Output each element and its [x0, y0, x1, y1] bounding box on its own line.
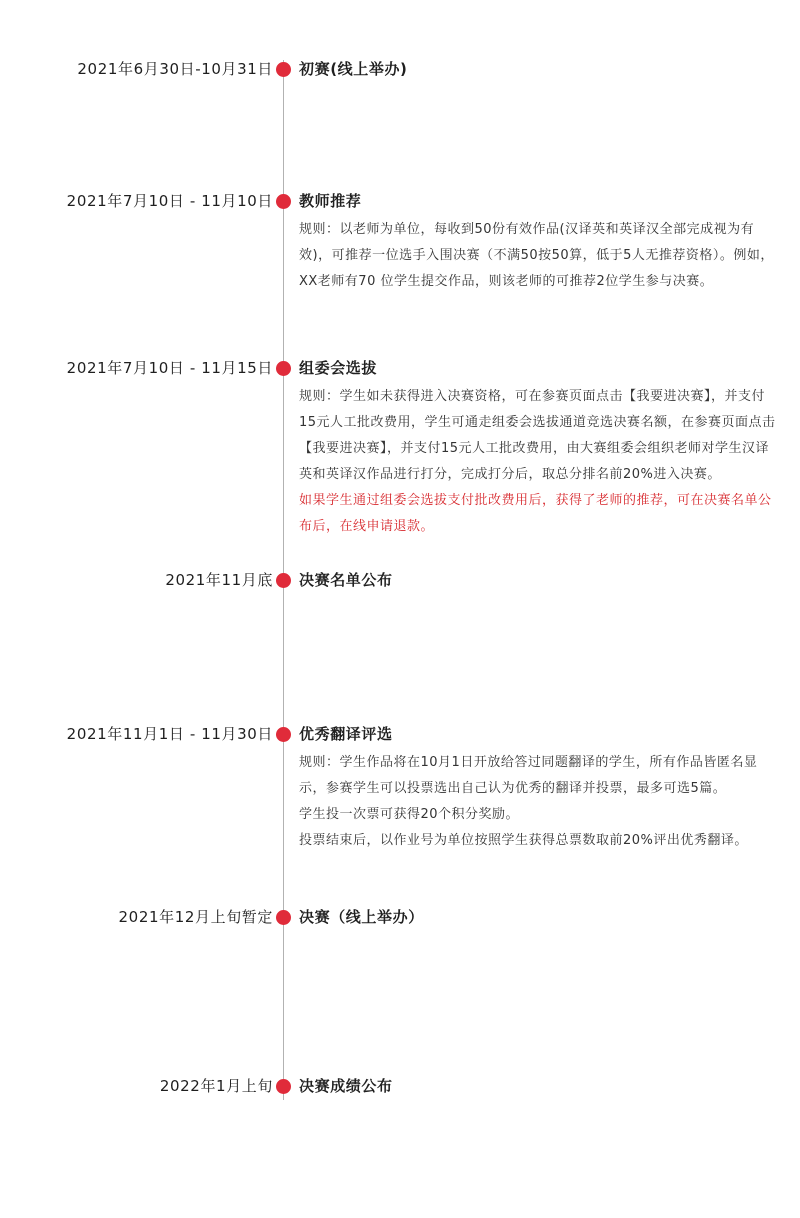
event-date: 2022年1月上旬	[159, 1077, 273, 1095]
timeline-dot	[276, 194, 291, 209]
event-date: 2021年12月上旬暂定	[118, 908, 273, 926]
event-description	[299, 750, 779, 854]
event-title: 组委会选拔	[299, 359, 378, 377]
event-date: 2021年11月底	[165, 571, 273, 589]
event-description	[299, 217, 779, 295]
description-paragraph: 投票结束后，以作业号为单位按照学生获得总票数取前20%评出优秀翻译。	[299, 833, 748, 848]
timeline-dot	[276, 727, 291, 742]
event-title: 决赛名单公布	[299, 571, 393, 589]
timeline-dot	[276, 62, 291, 77]
timeline-dot	[276, 1079, 291, 1094]
timeline-dot	[276, 361, 291, 376]
event-date: 2021年7月10日 - 11月10日	[66, 192, 273, 210]
event-title: 决赛（线上举办）	[299, 908, 424, 926]
event-title: 决赛成绩公布	[299, 1077, 393, 1095]
description-paragraph: 学生投一次票可获得20个积分奖励。	[299, 807, 520, 822]
event-date: 2021年11月1日 - 11月30日	[66, 725, 273, 743]
description-paragraph: 规则：学生如未获得进入决赛资格，可在参赛页面点击【我要进决赛】，并支付15元人工批改费用，学生可通走组委会选拔通道竞选决赛名额，在参赛页面点击【我要进决赛】，并支付15元人工批改费用，由大赛组委会组织老师对学生汉译英和英译汉作品进行打分，完成打分后，取总分排名前20%进入决赛。	[299, 389, 776, 482]
timeline-dot	[276, 910, 291, 925]
event-date: 2021年6月30日-10月31日	[77, 60, 273, 78]
event-title: 优秀翻译评选	[299, 725, 393, 743]
description-paragraph: 规则：以老师为单位，每收到50份有效作品(汉译英和英译汉全部完成视为有效)，可推荐一位选手入围决赛（不满50按50算，低于5人无推荐资格）。例如，XX老师有70 位学生提交作品，则该老师的可推荐2位学生参与决赛。	[299, 222, 774, 289]
refund-notice: 如果学生通过组委会选拔支付批改费用后，获得了老师的推荐，可在决赛名单公布后，在线申请退款。	[299, 493, 772, 534]
description-paragraph: 规则：学生作品将在10月1日开放给答过同题翻译的学生，所有作品皆匿名显示，参赛学生可以投票选出自己认为优秀的翻译并投票，最多可选5篇。	[299, 755, 758, 796]
timeline-dot	[276, 573, 291, 588]
event-title: 教师推荐	[299, 192, 362, 210]
event-title: 初赛(线上举办)	[299, 60, 408, 78]
event-description	[299, 384, 779, 540]
event-date: 2021年7月10日 - 11月15日	[66, 359, 273, 377]
